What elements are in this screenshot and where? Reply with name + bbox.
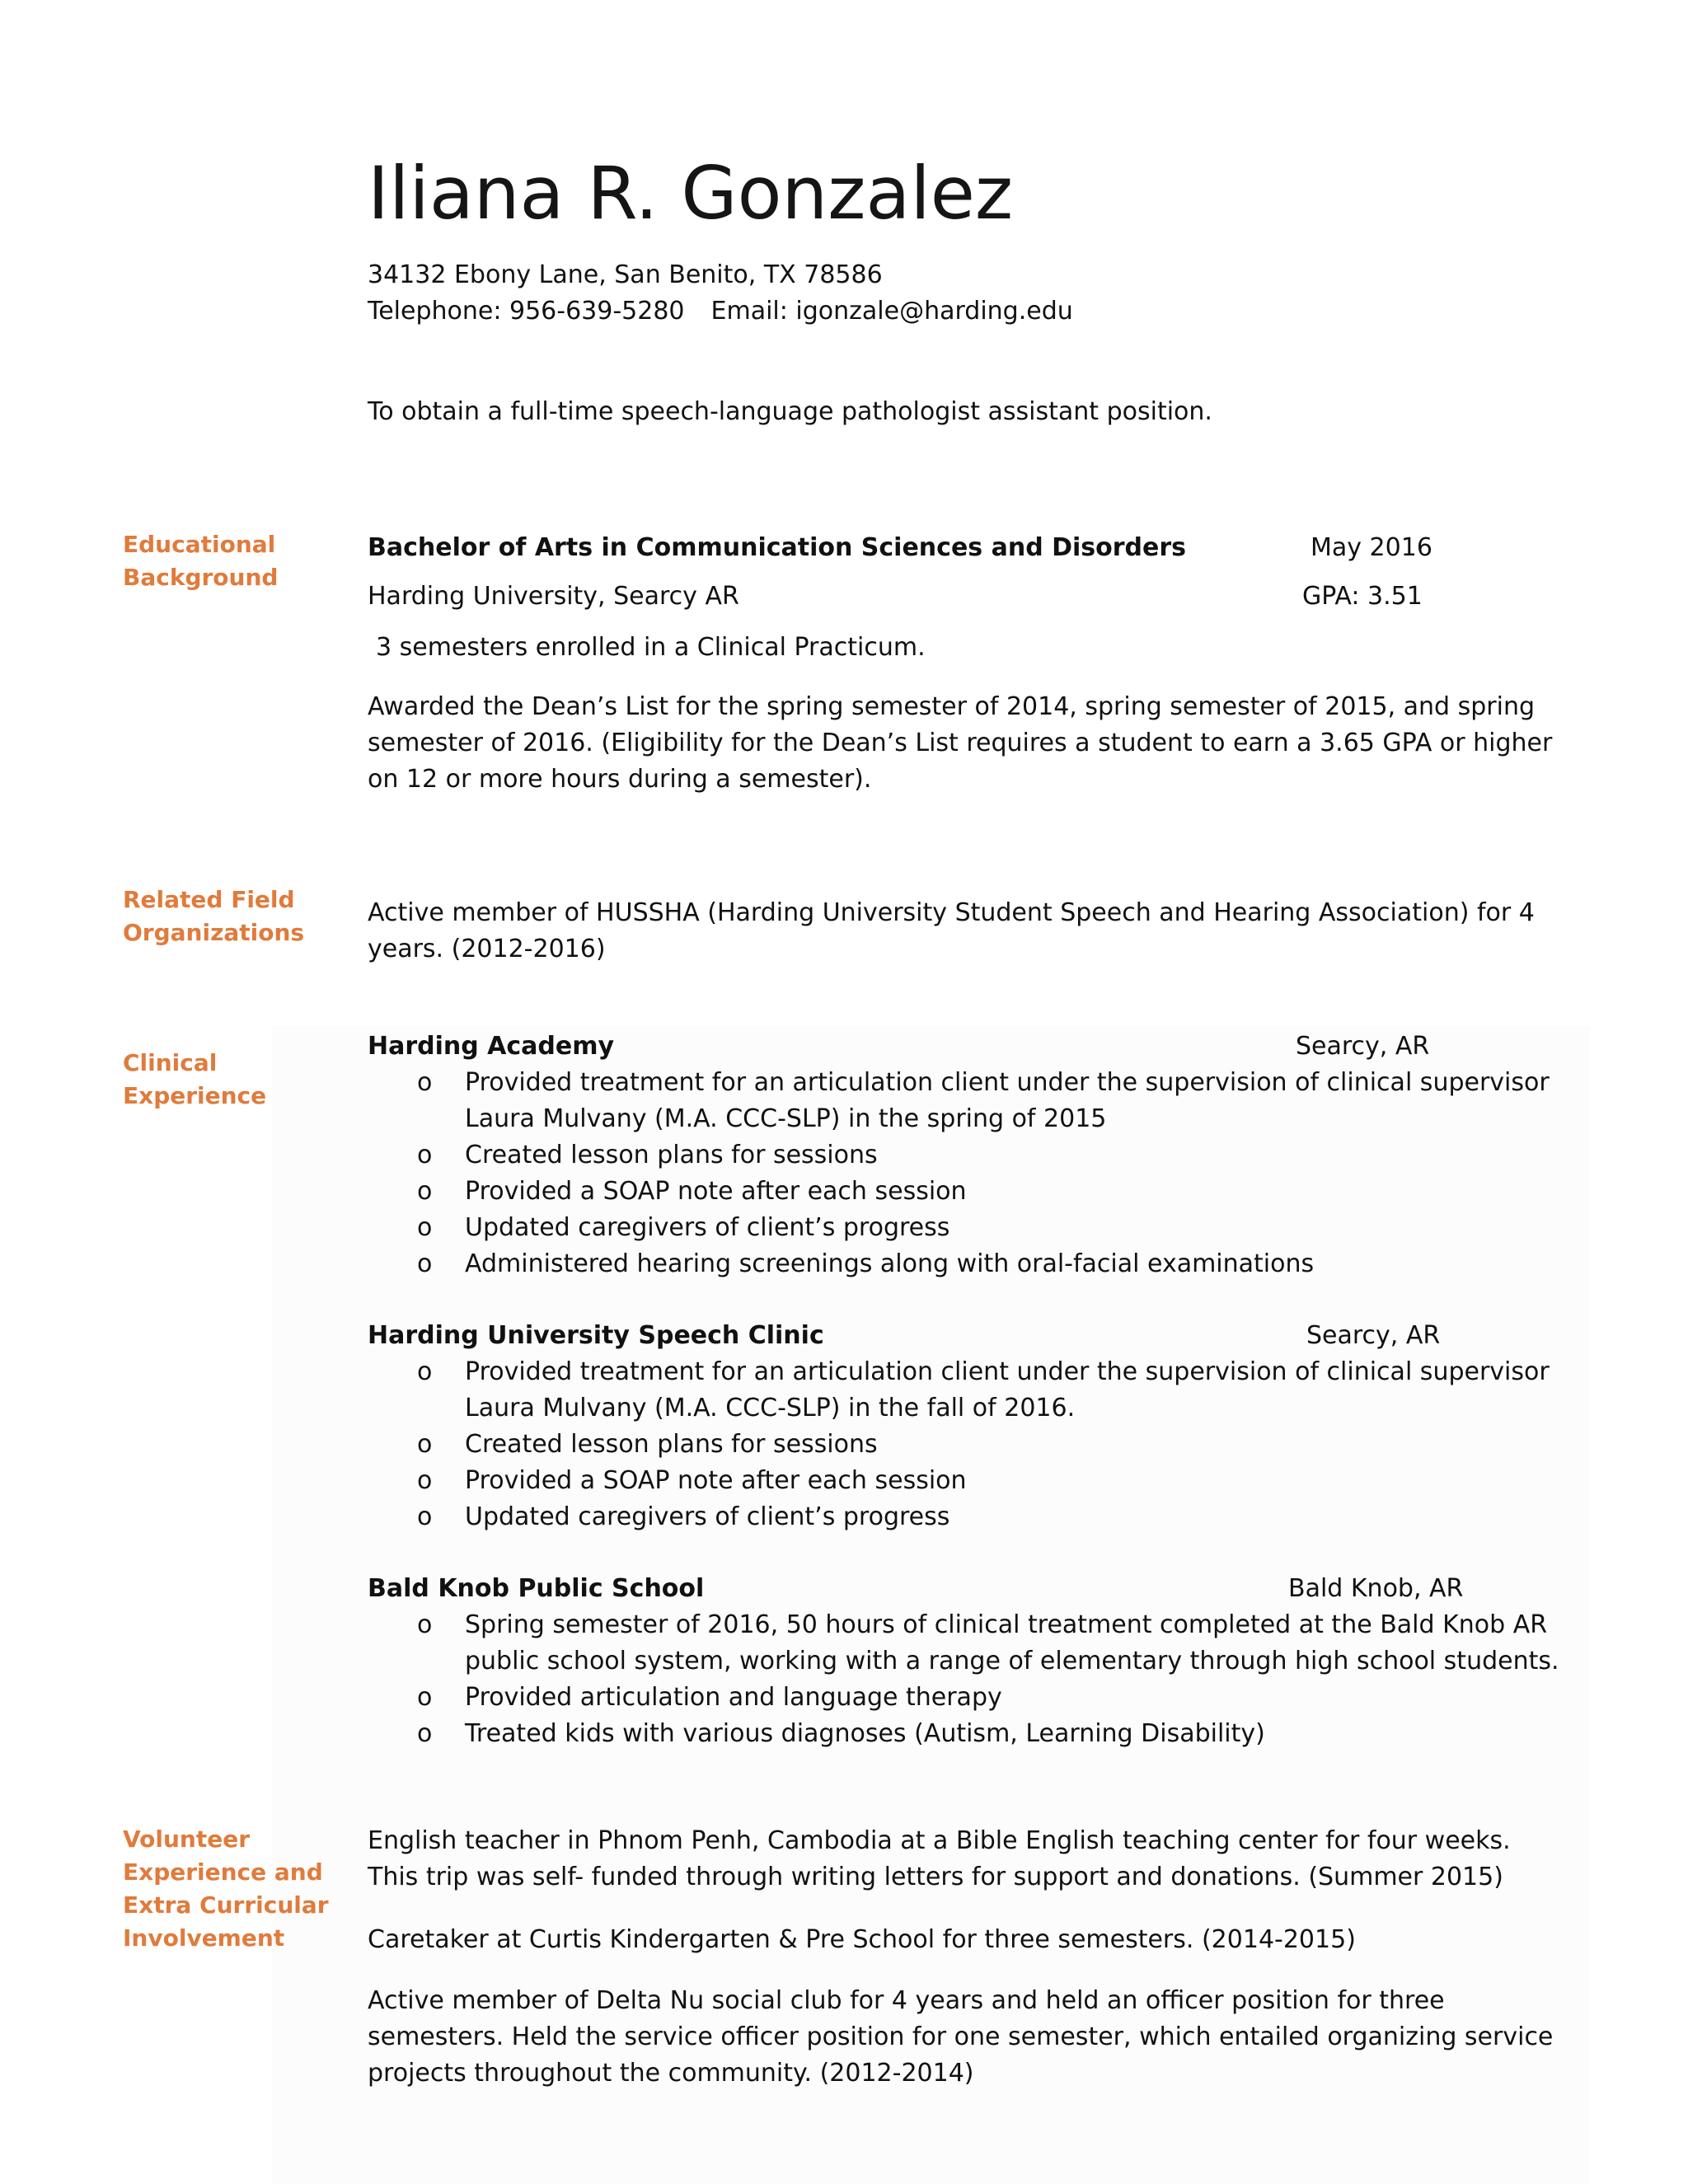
volunteer-item: English teacher in Phnom Penh, Cambodia at a Bible English teaching center for four weeks. This trip was self- funded through writing letters for support and donations. (Summer 2015) xyxy=(368,1826,1511,1891)
organizations-text: Active member of HUSSHA (Harding University Student Speech and Hearing Association) for 4 years. (2012-2016) xyxy=(368,898,1535,963)
school: Harding University, Searcy AR xyxy=(368,582,739,611)
bullet-marker: o xyxy=(417,1610,433,1639)
bullet-text: Provided a SOAP note after each session xyxy=(465,1466,967,1495)
bullet-marker: o xyxy=(417,1502,433,1531)
degree-date: May 2016 xyxy=(1311,533,1432,562)
bullet-marker: o xyxy=(417,1068,433,1097)
bullet-marker: o xyxy=(417,1177,433,1206)
practicum: 3 semesters enrolled in a Clinical Practicum. xyxy=(376,633,926,662)
bullet-marker: o xyxy=(417,1430,433,1459)
email: Email: igonzale@harding.edu xyxy=(710,297,1073,326)
deans-list: Awarded the Dean’s List for the spring semester of 2014, spring semester of 2015, and spring semester of 2016. (Eligibility for the Dean’s List requires a student to earn a 3.65 GPA or higher on 12 or more hours during a semester). xyxy=(368,692,1553,794)
bullet-text: Updated caregivers of client’s progress xyxy=(465,1213,950,1242)
volunteer-item: Active member of Delta Nu social club for 4 years and held an officer position for three semesters. Held the service officer position for one semester, which entailed organizing service projects throughout the community. (2012-2014) xyxy=(368,1986,1554,2088)
clinical-location: Bald Knob, AR xyxy=(1288,1574,1464,1603)
bullet-text: Created lesson plans for sessions xyxy=(465,1430,878,1459)
section-label-organizations: Related Field Organizations xyxy=(123,886,305,946)
bullet-marker: o xyxy=(417,1683,433,1712)
bullet-marker: o xyxy=(417,1357,433,1386)
telephone: Telephone: 956-639-5280 xyxy=(368,297,685,326)
objective: To obtain a full-time speech-language pathologist assistant position. xyxy=(368,397,1212,426)
clinical-org: Harding Academy xyxy=(368,1032,615,1061)
bullet-text: Provided articulation and language therapy xyxy=(465,1683,1002,1712)
bullet-marker: o xyxy=(417,1466,433,1495)
bullet-text: Treated kids with various diagnoses (Autism, Learning Disability) xyxy=(465,1719,1265,1748)
bullet-text: Administered hearing screenings along with oral-facial examinations xyxy=(465,1249,1315,1278)
address: 34132 Ebony Lane, San Benito, TX 78586 xyxy=(368,260,883,289)
section-label-clinical: Clinical Experience xyxy=(123,1049,267,1109)
clinical-org: Harding University Speech Clinic xyxy=(368,1321,824,1350)
section-label-volunteer: Volunteer Experience and Extra Curricular Involvement xyxy=(123,1825,329,1952)
bullet-marker: o xyxy=(417,1719,433,1748)
degree: Bachelor of Arts in Communication Sciences and Disorders xyxy=(368,533,1187,562)
bullet-marker: o xyxy=(417,1213,433,1242)
candidate-name: Iliana R. Gonzalez xyxy=(368,151,1014,236)
contact-line xyxy=(368,295,1073,328)
bullet-marker: o xyxy=(417,1141,433,1169)
bullet-text: Created lesson plans for sessions xyxy=(465,1141,878,1169)
clinical-location: Searcy, AR xyxy=(1296,1032,1430,1061)
bullet-text: Updated caregivers of client’s progress xyxy=(465,1502,950,1531)
bullet-marker: o xyxy=(417,1249,433,1278)
bullet-text: Provided treatment for an articulation client under the supervision of clinical supervisor Laura Mulvany (M.A. CCC-SLP) in the fall of 2016. xyxy=(465,1357,1550,1422)
section-label-education: Educational Background xyxy=(123,531,279,591)
volunteer-item: Caretaker at Curtis Kindergarten & Pre School for three semesters. (2014-2015) xyxy=(368,1925,1356,1954)
clinical-location: Searcy, AR xyxy=(1306,1321,1441,1350)
bullet-text: Provided a SOAP note after each session xyxy=(465,1177,967,1206)
gpa: GPA: 3.51 xyxy=(1302,582,1423,611)
bullet-text: Provided treatment for an articulation client under the supervision of clinical supervisor Laura Mulvany (M.A. CCC-SLP) in the spring of 2015 xyxy=(465,1068,1550,1133)
clinical-org: Bald Knob Public School xyxy=(368,1574,705,1603)
bullet-text: Spring semester of 2016, 50 hours of clinical treatment completed at the Bald Knob AR public school system, working with a range of elementary through high school students. xyxy=(465,1610,1559,1675)
